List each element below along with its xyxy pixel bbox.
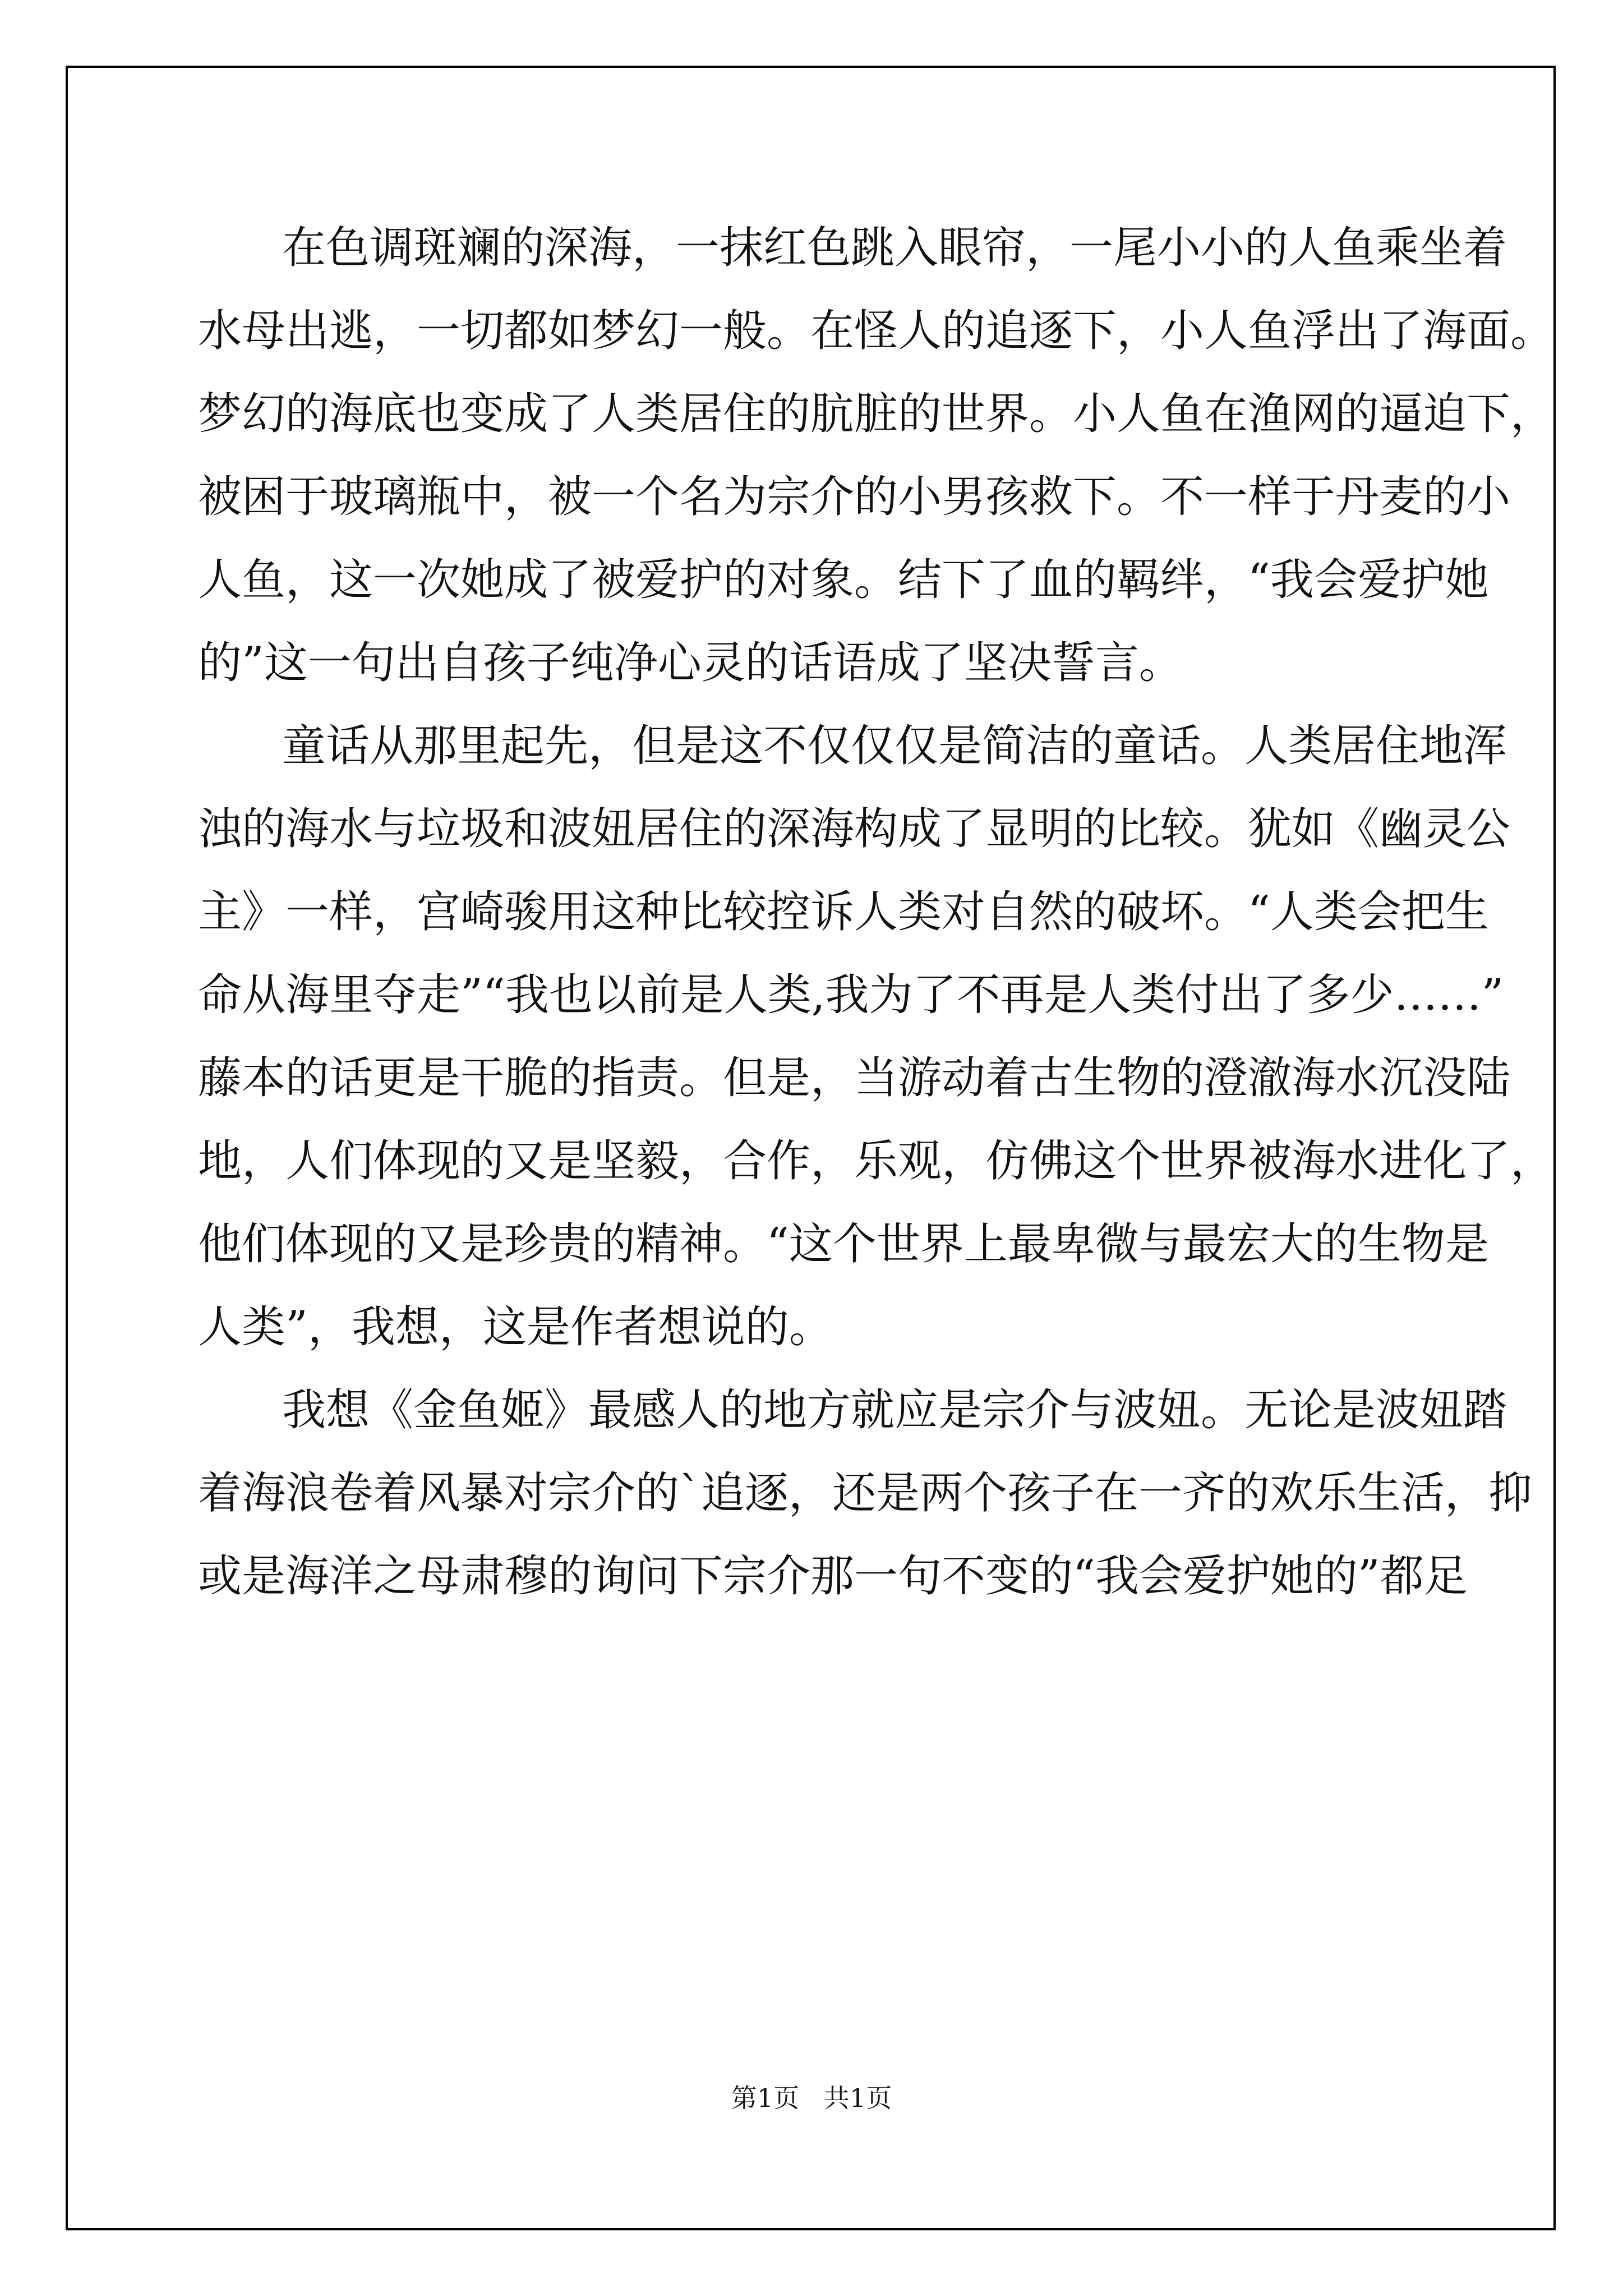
paragraph-2-line-2: 浊的海水与垃圾和波妞居住的深海构成了显明的比较。犹如《幽灵公 (198, 804, 1511, 854)
paragraph-2-line-5: 藤本的话更是干脆的指责。但是，当游动着古生物的澄澈海水沉没陆 (198, 1053, 1511, 1103)
paragraph-2-line-8: 人类”，我想，这是作者想说的。 (198, 1302, 833, 1352)
paragraph-2-line-1: 童话从那里起先，但是这不仅仅仅是简洁的童话。人类居住地浑 (282, 721, 1507, 771)
paragraph-1-line-4: 被困于玻璃瓶中，被一个名为宗介的小男孩救下。不一样于丹麦的小 (198, 472, 1511, 522)
paragraph-2-line-7: 他们体现的又是珍贵的精神。“这个世界上最卑微与最宏大的生物是 (198, 1219, 1489, 1269)
paragraph-2-line-3: 主》一样，宫崎骏用这种比较控诉人类对自然的破坏。“人类会把生 (198, 887, 1489, 937)
paragraph-1-line-5: 人鱼，这一次她成了被爱护的对象。结下了血的羁绊，“我会爱护她 (198, 555, 1489, 605)
paragraph-2-line-4: 命从海里夺走”“我也以前是人类,我为了不再是人类付出了多少……” (198, 970, 1504, 1020)
paragraph-1-line-1: 在色调斑斓的深海，一抹红色跳入眼帘，一尾小小的人鱼乘坐着 (282, 223, 1507, 273)
paragraph-2-line-6: 地，人们体现的又是坚毅，合作，乐观，仿佛这个世界被海水进化了， (198, 1136, 1555, 1186)
paragraph-3-line-1: 我想《金鱼姬》最感人的地方就应是宗介与波妞。无论是波妞踏 (282, 1385, 1507, 1435)
paragraph-1-line-3: 梦幻的海底也变成了人类居住的肮脏的世界。小人鱼在渔网的逼迫下， (198, 389, 1555, 439)
paragraph-1-line-2: 水母出逃，一切都如梦幻一般。在怪人的追逐下，小人鱼浮出了海面。 (198, 306, 1555, 356)
paragraph-1-line-6: 的”这一句出自孩子纯净心灵的话语成了坚决誓言。 (198, 638, 1183, 688)
page-number: 第1页 共1页 (731, 2083, 892, 2113)
paragraph-3-line-2: 着海浪卷着风暴对宗介的`追逐，还是两个孩子在一齐的欢乐生活，抑 (198, 1468, 1533, 1519)
paragraph-3-line-3: 或是海洋之母肃穆的询问下宗介那一句不变的“我会爱护她的”都足 (198, 1551, 1468, 1602)
